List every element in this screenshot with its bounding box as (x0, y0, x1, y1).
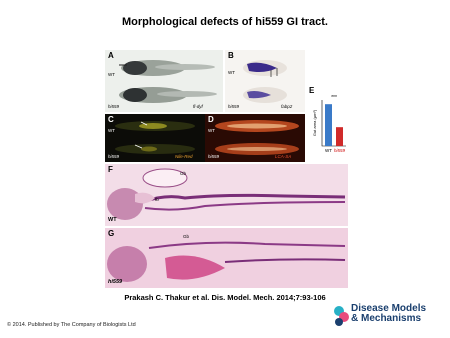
panel-f-gb-label: Gb (180, 171, 187, 176)
panel-d (205, 114, 305, 162)
panel-g (105, 228, 348, 288)
logo-mark-icon (333, 305, 349, 327)
y-axis-label: Gut area (μm²) (312, 109, 317, 137)
logo-line1: Disease Models (351, 303, 427, 314)
panel-e-label: E (309, 86, 315, 95)
panel-a-wt-label: WT (108, 72, 115, 77)
bar-wt (325, 104, 332, 146)
gut-area-bar-chart (308, 86, 348, 158)
panel-d-mut-label: hi559 (208, 154, 220, 159)
panel-g-label: G (108, 229, 115, 238)
panel-c-wt-label: WT (108, 128, 115, 133)
copyright: © 2014. Published by The Company of Biologists Ltd (7, 322, 136, 328)
panel-f-genotype: WT (108, 217, 117, 223)
panel-a (105, 50, 223, 112)
panel-a-image (105, 50, 223, 112)
bar-hi559 (336, 127, 343, 146)
panel-c-mut-label: hi559 (108, 154, 120, 159)
logo-line2: & Mechanisms (351, 313, 422, 324)
panel-g-gb-label: Gb (183, 234, 190, 239)
panel-g-image (105, 228, 348, 288)
panel-b (225, 50, 305, 112)
panel-a-label: A (108, 51, 114, 60)
panel-c (105, 114, 205, 162)
panel-f-image (105, 164, 348, 226)
panel-e (308, 86, 348, 158)
panel-c-marker: Nile-Red (175, 154, 193, 159)
tick-label-hi559: hi559 (333, 148, 346, 153)
journal-logo (333, 304, 443, 328)
panel-d-label: D (208, 115, 214, 124)
significance-label: *** (331, 95, 337, 101)
panel-f (105, 164, 348, 226)
citation: Prakash C. Thakur et al. Dis. Model. Mech. 2014;7:93-106 (124, 293, 326, 302)
tick-label-wt: WT (325, 148, 332, 153)
panel-f-ib-label: Ib (155, 197, 159, 202)
panel-a-marker: fl-dyf (193, 104, 203, 109)
panel-d-wt-label: WT (208, 128, 215, 133)
panel-b-wt-label: WT (228, 70, 235, 75)
panel-b-label: B (228, 51, 234, 60)
panel-g-genotype: hi559 (108, 279, 123, 285)
panel-b-mut-label: hi559 (228, 104, 240, 109)
panel-d-marker: LCA-SA (275, 154, 292, 159)
panel-a-mut-label: hi559 (108, 104, 120, 109)
panel-c-label: C (108, 115, 114, 124)
panel-f-label: F (108, 165, 113, 174)
panel-b-image (225, 50, 305, 112)
figure-title: Morphological defects of hi559 GI tract. (122, 16, 328, 28)
panel-b-marker: fabp2 (281, 104, 293, 109)
